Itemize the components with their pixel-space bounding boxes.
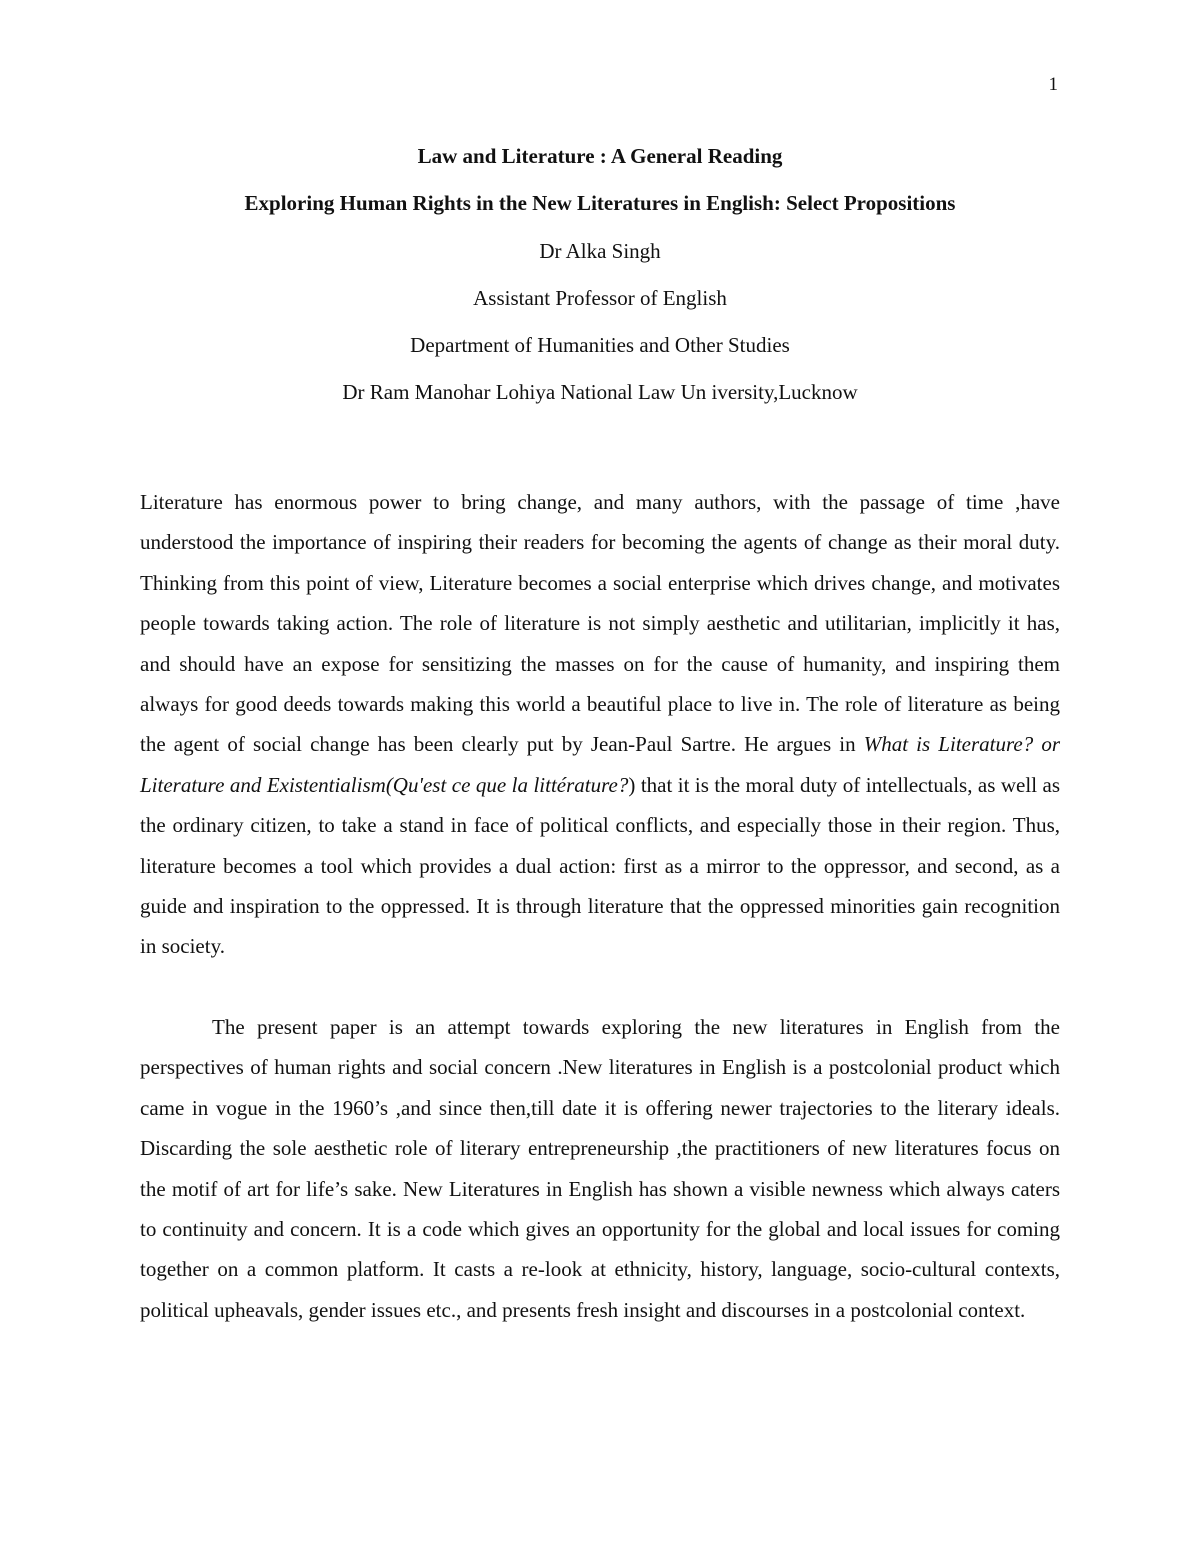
document-title: Law and Literature : A General Reading (417, 144, 783, 168)
author-name: Dr Alka Singh (539, 239, 661, 263)
page-number: 1 (1048, 74, 1058, 95)
author-position: Assistant Professor of English (473, 286, 727, 310)
author-department: Department of Humanities and Other Studies (410, 333, 790, 357)
body-text (140, 482, 1060, 1330)
paragraph-1-text-end: ) that it is the moral duty of intellectuals, as well as the ordinary citizen, to take a stand in face of political conflicts, and especially those in their region. Thus, literature becomes a tool which provides a dual action: first as a mirror to the oppressor, and second, as a guide and inspiration to the oppressed. It is through literature that the oppressed minorities gain recognition in society. (140, 772, 1061, 959)
paragraph-2: The present paper is an attempt towards exploring the new literatures in English from the perspectives of human rights and social concern .New literatures in English is a postcolonial product which came in vogue in the 1960’s ,and since then,till date it is offering newer trajectories to the literary ideals. Discarding the sole aesthetic role of literary entrepreneurship ,the practitioners of new literatures focus on the motif of art for life’s sake. New Literatures in English has shown a visible newness which always caters to continuity and concern. It is a code which gives an opportunity for the global and local issues for coming together on a common platform. It casts a re-look at ethnicity, history, language, socio-cultural contexts, political upheavals, gender issues etc., and presents fresh insight and discourses in a postcolonial context. (140, 1014, 1060, 1322)
paragraph-1-italic-title: What is Literature? or Literature and Existentialism(Qu'est ce que la littérature? (140, 732, 1060, 797)
paragraph-1 (140, 482, 1060, 967)
paragraph-1-text-start: Literature has enormous power to bring change, and many authors, with the passage of time ,have understood the importance of inspiring their readers for becoming the agents of change as their moral duty. Thinking from this point of view, Literature becomes a social enterprise which drives change, and motivates people towards taking action. The role of literature is not simply aesthetic and utilitarian, implicitly it has, and should have an expose for sensitizing the masses on for the cause of humanity, and inspiring them always for good deeds towards making this world a beautiful place to live in. The role of literature as being the agent of social change has been clearly put by Jean-Paul Sartre. He argues in (140, 490, 1060, 757)
author-institution: Dr Ram Manohar Lohiya National Law Un iversity,Lucknow (342, 380, 858, 404)
title-block (140, 142, 1060, 406)
document-subtitle: Exploring Human Rights in the New Literatures in English: Select Propositions (244, 191, 956, 215)
